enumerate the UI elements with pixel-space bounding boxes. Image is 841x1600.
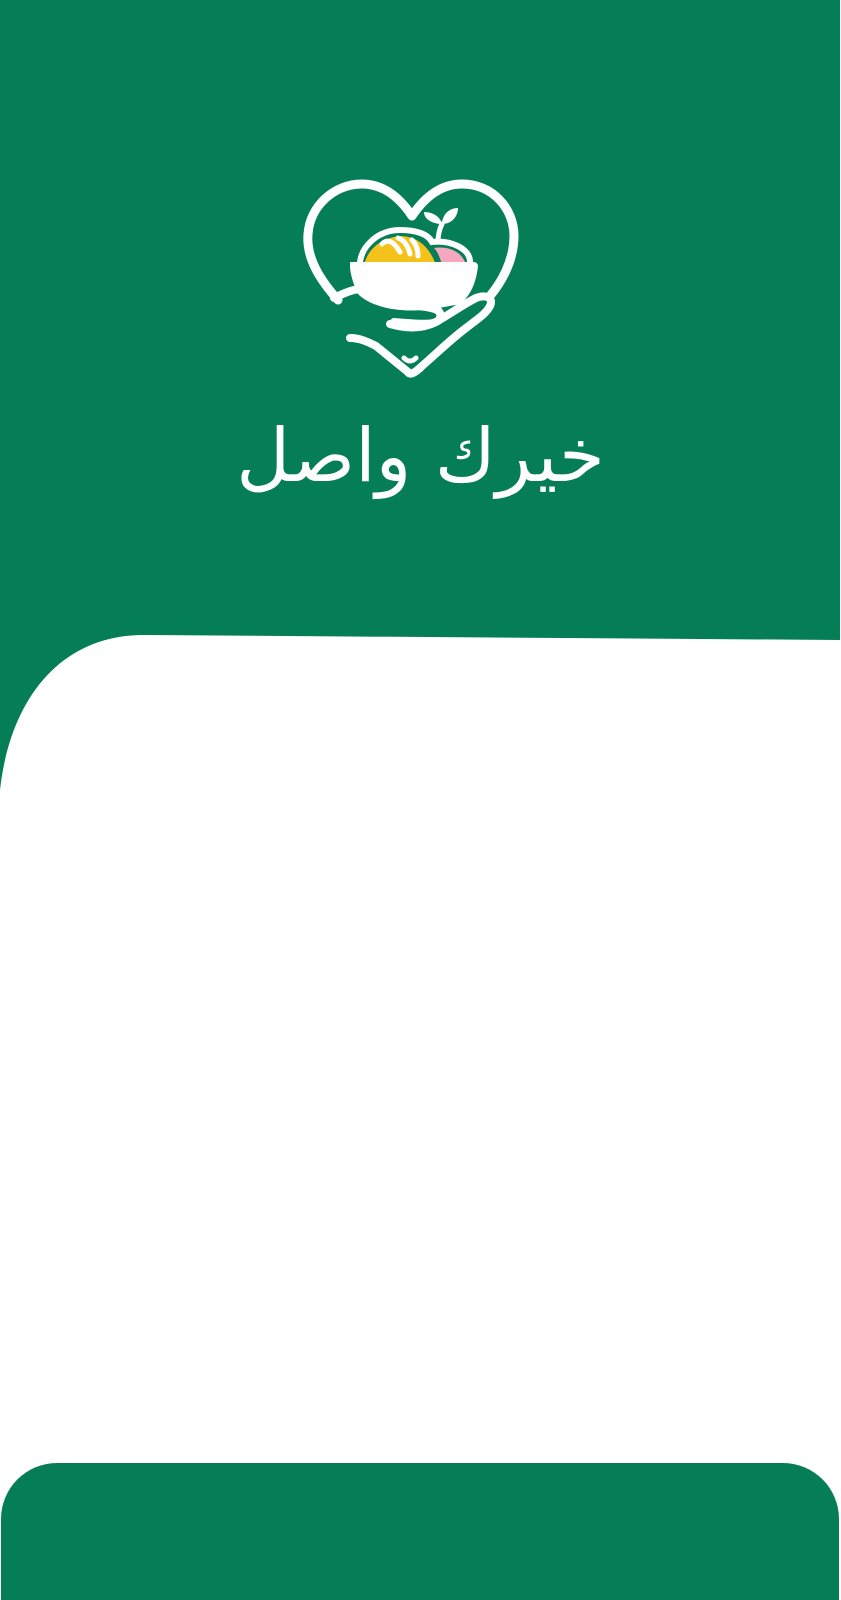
app-name: خيرك واصل [236,413,605,499]
sprout-leaf-right [442,208,458,224]
sprout-leaf-left [424,212,442,224]
header-background [0,0,841,790]
heart-hand-bowl-icon [300,172,540,392]
hand-finger [404,358,416,361]
content-area [0,790,841,1460]
bottom-panel [1,1463,839,1600]
header-green-shape [0,0,840,790]
